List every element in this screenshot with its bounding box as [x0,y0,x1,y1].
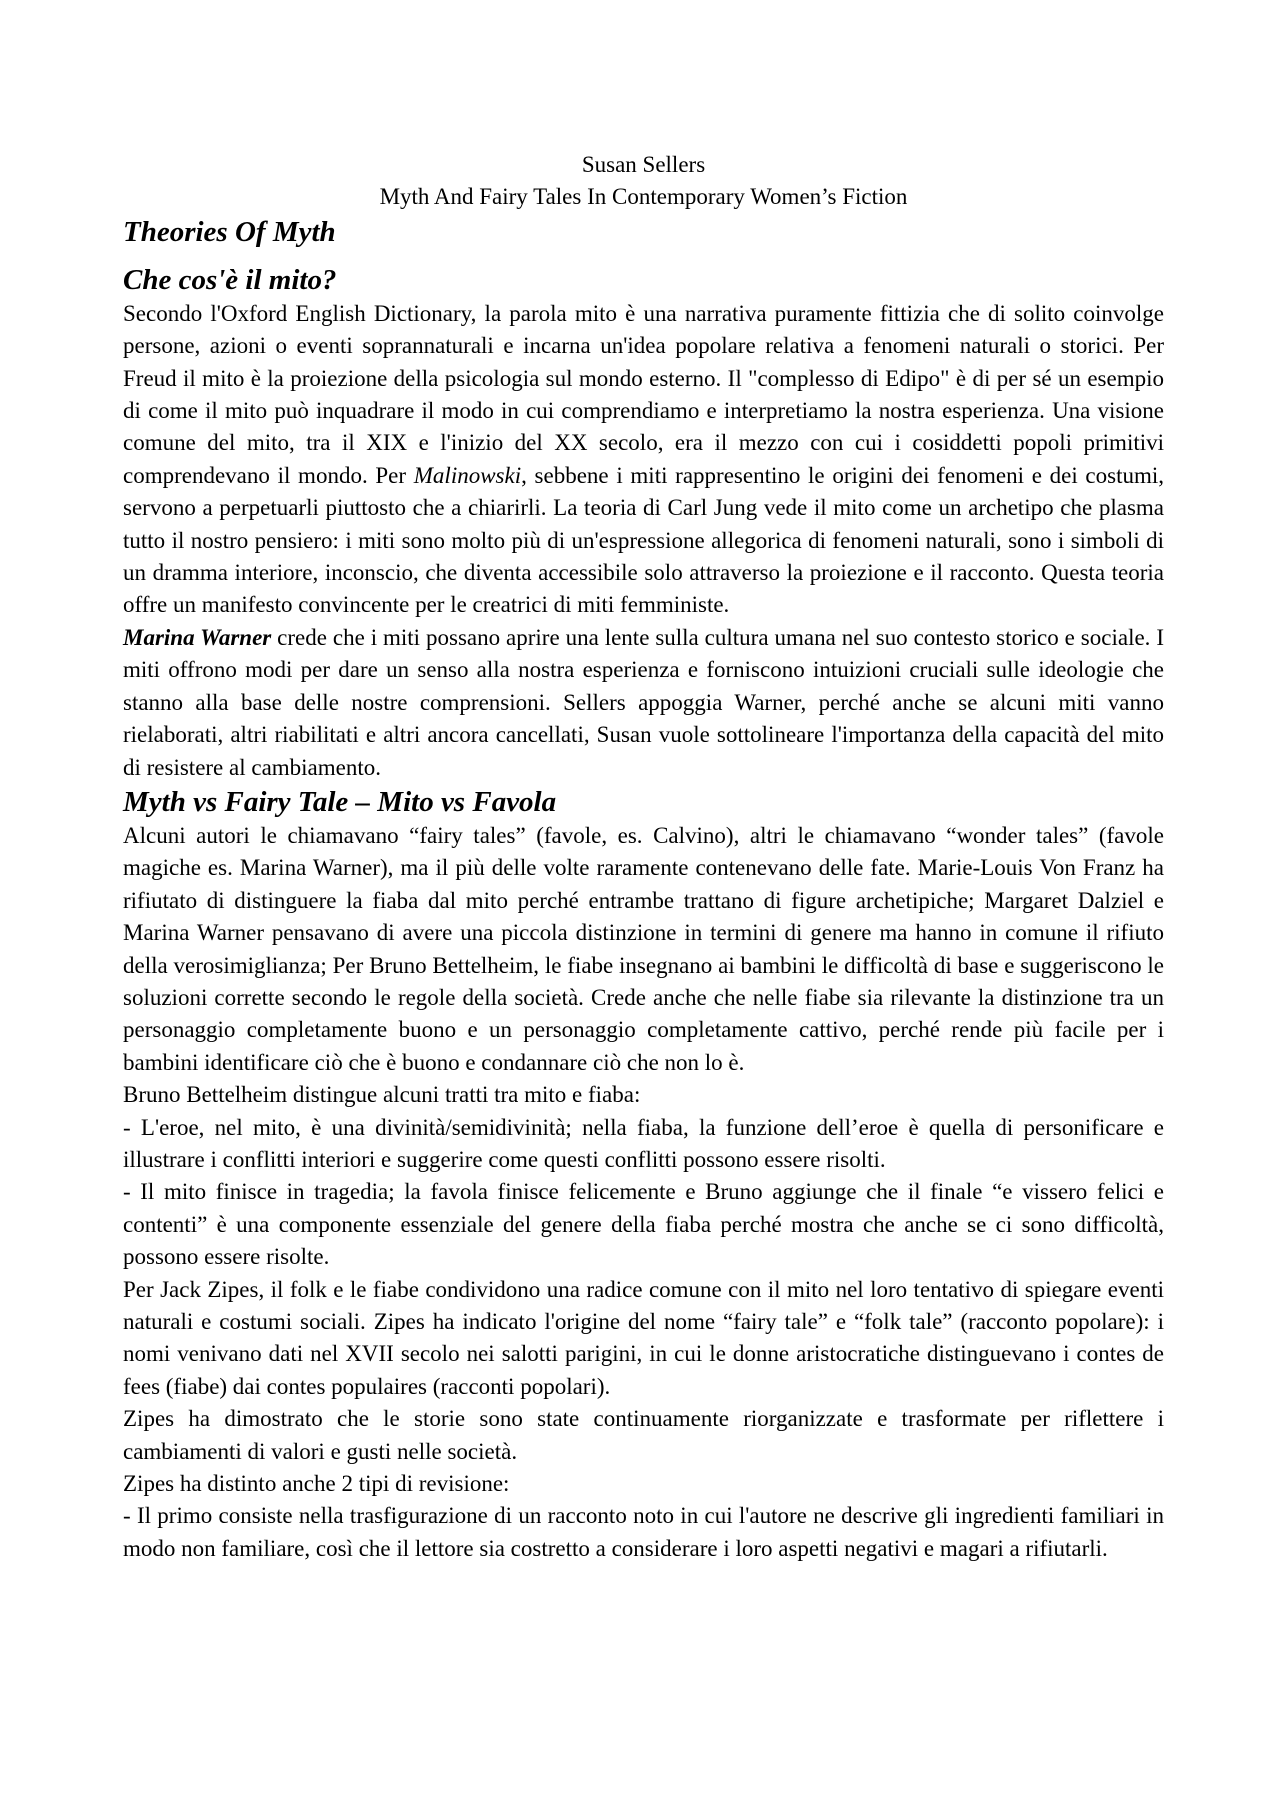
paragraph-zipes-stories: Zipes ha dimostrato che le storie sono state continuamente riorganizzate e trasformate per riflettere i cambiamenti di valori e gusti nelle società. [123,1406,1164,1464]
author-name: Susan Sellers [581,152,706,177]
paragraph-first-revision: - Il primo consiste nella trasfigurazione di un racconto noto in cui l'autore ne descrive gli ingredienti familiari in modo non familiare, così che il lettore sia costretto a considerare i loro aspetti negativi e magari a rifiutarli. [123,1503,1164,1561]
book-title: Myth And Fairy Tales In Contemporary Women’s Fiction [379,184,908,210]
paragraph-text: Secondo l'Oxford English Dictionary, la parola mito è una narrativa puramente fittizia che di solito coinvolge persone, azioni o eventi soprannaturali e incarna un'idea popolare relativa a fenomeni naturali o storici. Per Freud il mito è la proiezione della psicologia sul mondo esterno. Il "complesso di Edipo" è di per sé un esempio di come il mito può inquadrare il modo in cui comprendiamo e interpretiamo la nostra esperienza. Una visione comune del mito, tra il XIX e l'inizio del XX secolo, era il mezzo con cui i cosiddetti popoli primitivi comprendevano il mondo. Per [123,300,1164,488]
paragraph-myth-definition [123,298,1164,622]
paragraph-hero: - L'eroe, nel mito, è una divinità/semidivinità; nella fiaba, la funzione dell’eroe è quella di personificare e illustrare i conflitti interiori e suggerire come questi conflitti possono essere risolti. [123,1114,1164,1172]
paragraph-bettelheim-intro: Bruno Bettelheim distingue alcuni tratti tra mito e fiaba: [123,1082,641,1108]
paragraph-tragedy: - Il mito finisce in tragedia; la favola finisce felicemente e Bruno aggiunge che il finale “e vissero felici e contenti” è una componente essenziale del genere della fiaba perché mostra che anche se ci sono difficoltà, possono essere risolte. [123,1179,1164,1270]
paragraph-text: , sebbene i miti rappresentino le origini dei fenomeni e dei costumi, servono a perpetuarli piuttosto che a chiarirli. La teoria di Carl Jung vede il mito come un archetipo che plasma tutto il nostro pensiero: i miti sono molto più di un'espressione allegorica di fenomeni naturali, sono i simboli di un dramma interiore, inconscio, che diventa accessibile solo attraverso la proiezione e il racconto. Questa teoria offre un manifesto convincente per le creatrici di miti femministe. [123,462,1164,618]
paragraph-text: crede che i miti possano aprire una lente sulla cultura umana nel suo contesto storico e sociale. I miti offrono modi per dare un senso alla nostra esperienza e forniscono intuizioni cruciali sulle ideologie che stanno alla base delle nostre comprensioni. Sellers appoggia Warner, perché anche se alcuni miti vanno rielaborati, altri riabilitati e altri ancora cancellati, Susan vuole sottolineare l'importanza della capacità del mito di resistere al cambiamento. [123,624,1164,780]
heading-che-cose-il-mito: Che cos'è il mito? [123,263,337,296]
paragraph-fairy-tales: Alcuni autori le chiamavano “fairy tales” (favole, es. Calvino), altri le chiamavano “wonder tales” (favole magiche es. Marina Warner), ma il più delle volte raramente contenevano delle fate. Marie-Louis Von Franz ha rifiutato di distinguere la fiaba dal mito perché entrambe trattano di figure archetipiche; Margaret Dalziel e Marina Warner pensavano di avere una piccola distinzione in termini di genere ma hanno in comune il rifiuto della verosimiglianza; Per Bruno Bettelheim, le fiabe insegnano ai bambini le difficoltà di base e suggeriscono le soluzioni corrette secondo le regole della società. Crede anche che nelle fiabe sia rilevante la distinzione tra un personaggio completamente buono e un personaggio completamente cattivo, perché rende più facile per i bambini identificare ciò che è buono e condannare ciò che non lo è. [123,822,1164,1075]
paragraph-zipes-revision: Zipes ha distinto anche 2 tipi di revisione: [123,1471,510,1497]
malinowski-emphasis: Malinowski [413,462,522,488]
paragraph-marina-warner [123,622,1164,784]
heading-myth-vs-fairy-tale: Myth vs Fairy Tale – Mito vs Favola [123,785,557,818]
heading-theories-of-myth: Theories Of Myth [123,215,336,248]
marina-warner-emphasis: Marina Warner [123,624,272,650]
paragraph-jack-zipes: Per Jack Zipes, il folk e le fiabe condividono una radice comune con il mito nel loro tentativo di spiegare eventi naturali e costumi sociali. Zipes ha indicato l'origine del nome “fairy tale” e “folk tale” (racconto popolare): i nomi venivano dati nel XVII secolo nei salotti parigini, in cui le donne aristocratiche distinguevano i contes de fees (fiabe) dai contes populaires (racconti popolari). [123,1276,1164,1399]
